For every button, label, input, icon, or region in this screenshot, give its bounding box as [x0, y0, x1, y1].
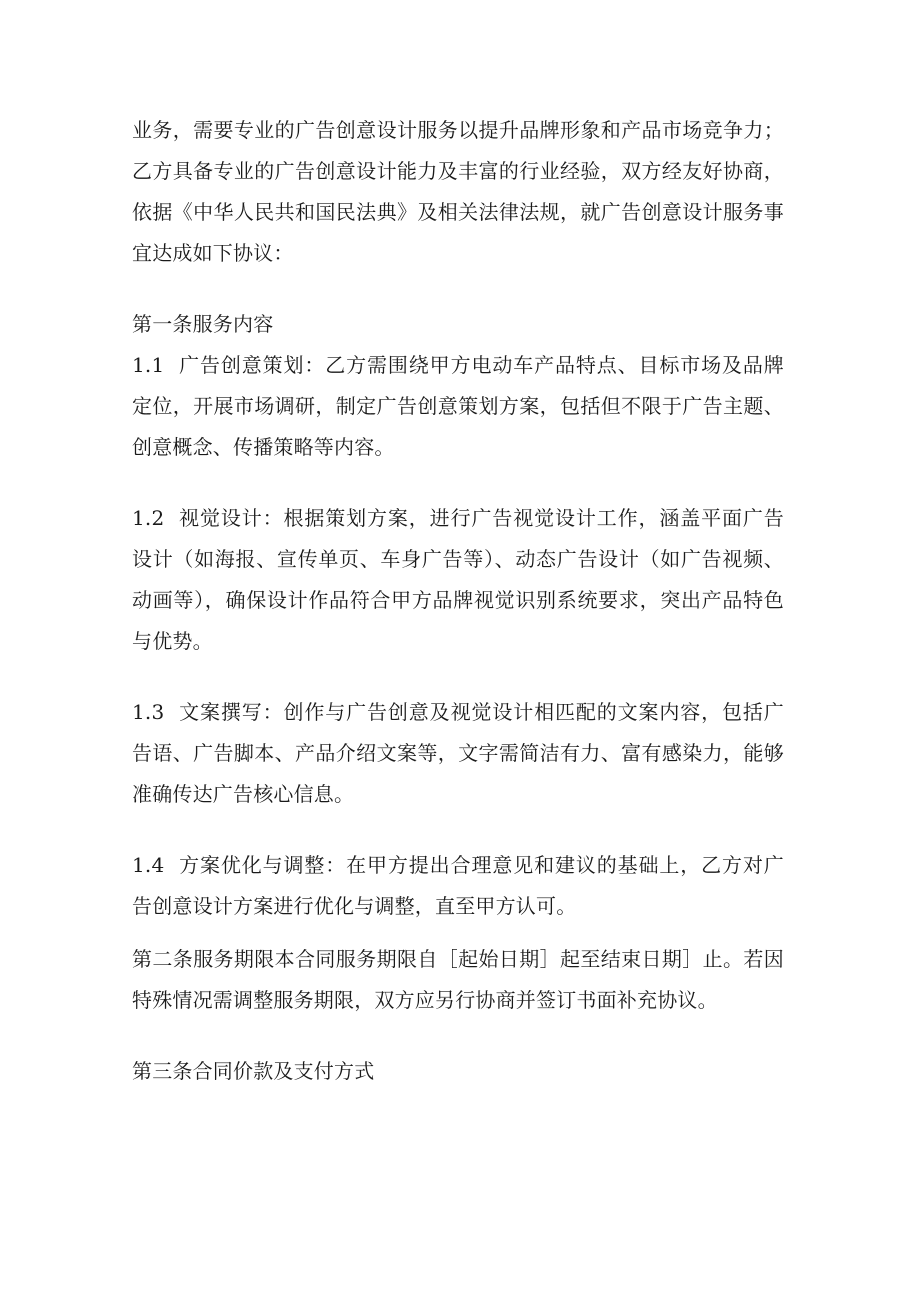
- clause-number: 1.3: [132, 700, 165, 724]
- document-body: [132, 110, 784, 1092]
- clause-number: 1.4: [132, 853, 165, 877]
- clause-number: 1.1: [132, 353, 165, 377]
- clause-text: 视觉设计：根据策划方案，进行广告视觉设计工作，涵盖平面广告设计（如海报、宣传单页、车身广告等）、动态广告设计（如广告视频、动画等），确保设计作品符合甲方品牌视觉识别系统要求，突出产品特色与优势。: [132, 506, 784, 653]
- article2-paragraph: 第二条服务期限本合同服务期限自［起始日期］起至结束日期］止。若因特殊情况需调整服务期限，双方应另行协商并签订书面补充协议。: [132, 947, 784, 1012]
- clause-1-4: [132, 845, 784, 927]
- clause-number: 1.2: [132, 506, 165, 530]
- intro-paragraph: 业务，需要专业的广告创意设计服务以提升品牌形象和产品市场竞争力；乙方具备专业的广告创意设计能力及丰富的行业经验，双方经友好协商，依据《中华人民共和国民法典》及相关法律法规，就广告创意设计服务事宜达成如下协议：: [132, 118, 784, 265]
- clause-text: 广告创意策划：乙方需围绕甲方电动车产品特点、目标市场及品牌定位，开展市场调研，制定广告创意策划方案，包括但不限于广告主题、创意概念、传播策略等内容。: [132, 353, 784, 459]
- clause-text: 文案撰写：创作与广告创意及视觉设计相匹配的文案内容，包括广告语、广告脚本、产品介绍文案等，文字需简洁有力、富有感染力，能够准确传达广告核心信息。: [132, 700, 784, 806]
- clause-1-1: [132, 345, 784, 468]
- clause-1-3: [132, 692, 784, 815]
- clause-1-2: [132, 498, 784, 662]
- article3-heading: 第三条合同价款及支付方式: [132, 1059, 375, 1083]
- article1-heading: 第一条服务内容: [132, 312, 274, 336]
- clause-text: 方案优化与调整：在甲方提出合理意见和建议的基础上，乙方对广告创意设计方案进行优化与调整，直至甲方认可。: [132, 853, 784, 918]
